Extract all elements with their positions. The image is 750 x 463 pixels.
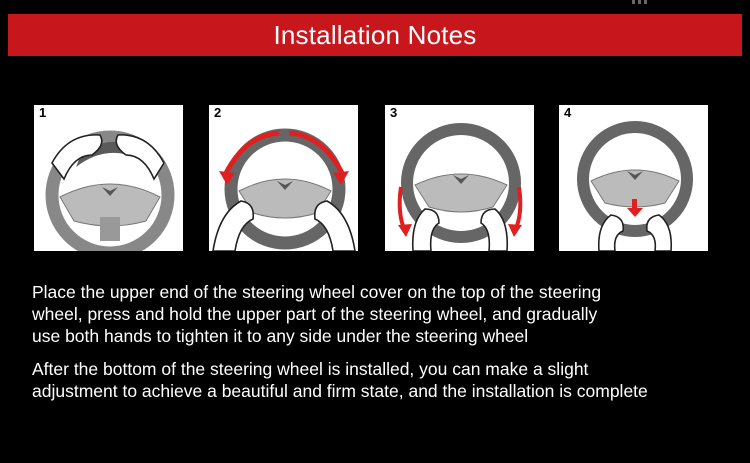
instruction-paragraph-2 (32, 358, 732, 402)
step-number-3: 3 (390, 105, 398, 120)
top-edge-fragment (628, 0, 668, 5)
instruction-line: wheel, press and hold the upper part of the steering wheel, and gradually (32, 304, 598, 324)
step-number-2: 2 (214, 105, 222, 120)
step-1-image (34, 105, 183, 251)
steering-wheel-illustration-4 (559, 105, 708, 251)
right-hand-icon (116, 135, 164, 179)
instruction-paragraph-1 (32, 281, 732, 347)
step-number-4: 4 (564, 105, 572, 120)
step-number-1: 1 (39, 105, 47, 120)
instruction-line: After the bottom of the steering wheel is installed, you can make a slight (32, 359, 589, 379)
left-hand-icon (52, 135, 102, 179)
step-4-image (559, 105, 708, 251)
step-2-image (209, 105, 358, 251)
steering-wheel-illustration-2 (209, 105, 358, 251)
instruction-line: Place the upper end of the steering wheel cover on the top of the steering (32, 282, 602, 302)
installation-notes-banner (8, 14, 742, 56)
down-arrow-icon (632, 199, 637, 209)
page-title: Installation Notes (273, 19, 477, 50)
instruction-line: use both hands to tighten it to any side under the steering wheel (32, 326, 529, 346)
step-3-image (385, 105, 534, 251)
instruction-line: adjustment to achieve a beautiful and firm state, and the installation is complete (32, 381, 648, 401)
steering-wheel-illustration-3 (385, 105, 534, 251)
steering-wheel-illustration-1 (34, 105, 183, 251)
